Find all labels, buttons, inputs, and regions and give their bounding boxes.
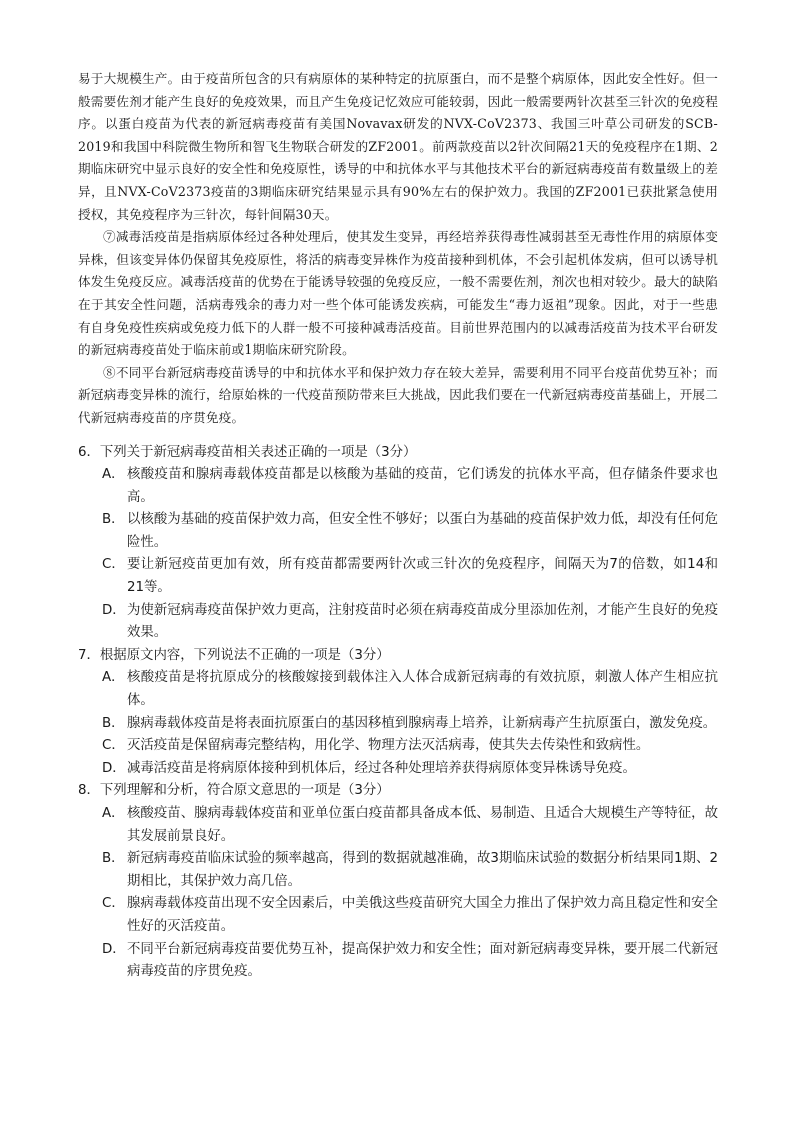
option-letter: D． — [102, 941, 126, 957]
option-c[interactable] — [78, 893, 718, 938]
option-letter: A． — [102, 806, 125, 821]
question-stem: 7．根据原文内容，下列说法不正确的一项是（3分） — [78, 647, 390, 663]
question-stem: 6．下列关于新冠病毒疫苗相关表述正确的一项是（3分） — [78, 444, 417, 460]
option-text: 灭活疫苗是保留病毒完整结构，用化学、物理方法灭活病毒，使其失去传染性和致病性。 — [127, 738, 650, 754]
option-letter: A． — [102, 467, 125, 483]
option-a[interactable] — [78, 803, 718, 848]
option-a[interactable] — [78, 667, 718, 712]
question-6 — [78, 442, 718, 645]
option-b[interactable] — [78, 509, 718, 554]
question-stem: 8．下列理解和分析，符合原文意思的一项是（3分） — [78, 783, 390, 799]
option-text: 减毒活疫苗是将病原体接种到机体后，经过各种处理培养获得病原体变异株诱导免疫。 — [127, 760, 636, 776]
option-letter: C． — [102, 557, 125, 573]
reading-passage — [78, 68, 718, 430]
option-letter: D． — [102, 602, 126, 618]
option-text: 核酸疫苗、腺病毒载体疫苗和亚单位蛋白疫苗都具备成本低、易制造、且适合大规模生产等特征，故其发展前景良好。 — [127, 806, 718, 844]
option-text: 核酸疫苗和腺病毒载体疫苗都是以核酸为基础的疫苗，它们诱发的抗体水平高，但存储条件要求也高。 — [127, 467, 718, 505]
option-text: 腺病毒载体疫苗是将表面抗原蛋白的基因移植到腺病毒上培养，让新病毒产生抗原蛋白，激发免疫。 — [127, 715, 717, 731]
option-letter: B． — [102, 851, 125, 867]
question-7 — [78, 645, 718, 781]
option-letter: A． — [102, 670, 125, 686]
option-text: 核酸疫苗是将抗原成分的核酸嫁接到载体注入人体合成新冠病毒的有效抗原，刺激人体产生相应抗体。 — [127, 670, 718, 709]
option-text: 要让新冠疫苗更加有效，所有疫苗都需要两针次或三针次的免疫程序，间隔天为7的倍数，如14和21等。 — [127, 557, 718, 596]
option-d[interactable] — [78, 939, 718, 984]
option-letter: D． — [102, 760, 126, 776]
option-d[interactable] — [78, 758, 718, 781]
passage-paragraph-continued: 易于大规模生产。由于疫苗所包含的只有病原体的某种特定的抗原蛋白，而不是整个病原体，因此安全性好。但一般需要佐剂才能产生良好的免疫效果，而且产生免疫记忆效应可能较弱，因此一般需要两针次甚至三针次的免疫程序。以蛋白疫苗为代表的新冠病毒疫苗有美国Novavax研发的NVX-CoV2373、我国三叶草公司研发的SCB-2019和我国中科院微生物所和智飞生物联合研发的ZF2001。前两款疫苗以2针次间隔21天的免疫程序在1期、2期临床研究中显示良好的安全性和免疫原性，诱导的中和抗体水平与其他技术平台的新冠病毒疫苗有数量级上的差异，且NVX-CoV2373疫苗的3期临床研究结果显示具有90%左右的保护效力。我国的ZF2001已获批紧急使用授权，其免疫程序为三针次，每针间隔30天。 — [78, 71, 718, 222]
option-a[interactable] — [78, 464, 718, 509]
option-letter: C． — [102, 896, 125, 912]
option-b[interactable] — [78, 713, 718, 736]
option-c[interactable] — [78, 554, 718, 599]
option-letter: B． — [102, 512, 125, 528]
passage-paragraph-8: ⑧不同平台新冠病毒疫苗诱导的中和抗体水平和保护效力存在较大差异，需要利用不同平台疫苗优势互补；而新冠病毒变异株的流行，给原始株的一代疫苗预防带来巨大挑战，因此我们要在一代新冠病毒疫苗基础上，开展二代新冠病毒疫苗的序贯免疫。 — [78, 364, 718, 425]
question-8 — [78, 780, 718, 983]
option-text: 以核酸为基础的疫苗保护效力高，但安全性不够好；以蛋白为基础的疫苗保护效力低，却没有任何危险性。 — [127, 512, 718, 550]
option-text: 腺病毒载体疫苗出现不安全因素后，中美俄这些疫苗研究大国全力推出了保护效力高且稳定性和安全性好的灭活疫苗。 — [127, 896, 718, 934]
option-c[interactable] — [78, 735, 718, 758]
option-text: 为使新冠病毒疫苗保护效力更高，注射疫苗时必须在病毒疫苗成分里添加佐剂，才能产生良好的免疫效果。 — [127, 602, 718, 641]
question-list — [78, 442, 718, 984]
option-text: 不同平台新冠病毒疫苗要优势互补，提高保护效力和安全性；面对新冠病毒变异株，要开展二代新冠病毒疫苗的序贯免疫。 — [127, 941, 718, 980]
option-d[interactable] — [78, 600, 718, 645]
option-b[interactable] — [78, 848, 718, 893]
document-page — [78, 68, 718, 984]
passage-paragraph-7: ⑦减毒活疫苗是指病原体经过各种处理后，使其发生变异，再经培养获得毒性减弱甚至无毒性作用的病原体变异株，但该变异体仍保留其免疫原性，将活的病毒变异株作为疫苗接种到机体，不会引起机体发病，但可以诱导机体发生免疫反应。减毒活疫苗的优势在于能诱导较强的免疫反应，一般不需要佐剂，剂次也相对较少。最大的缺陷在于其安全性问题，活病毒残余的毒力对一些个体可能诱发疾病，可能发生“毒力返祖”现象。因此，对于一些患有自身免疫性疾病或免疫力低下的人群一般不可接种减毒活疫苗。目前世界范围内的以减毒活疫苗为技术平台研发的新冠病毒疫苗处于临床前或1期临床研究阶段。 — [78, 229, 718, 358]
option-letter: C． — [102, 738, 125, 754]
option-text: 新冠病毒疫苗临床试验的频率越高，得到的数据就越准确，故3期临床试验的数据分析结果同1期、2期相比，其保护效力高几倍。 — [127, 851, 718, 889]
option-letter: B． — [102, 715, 125, 731]
